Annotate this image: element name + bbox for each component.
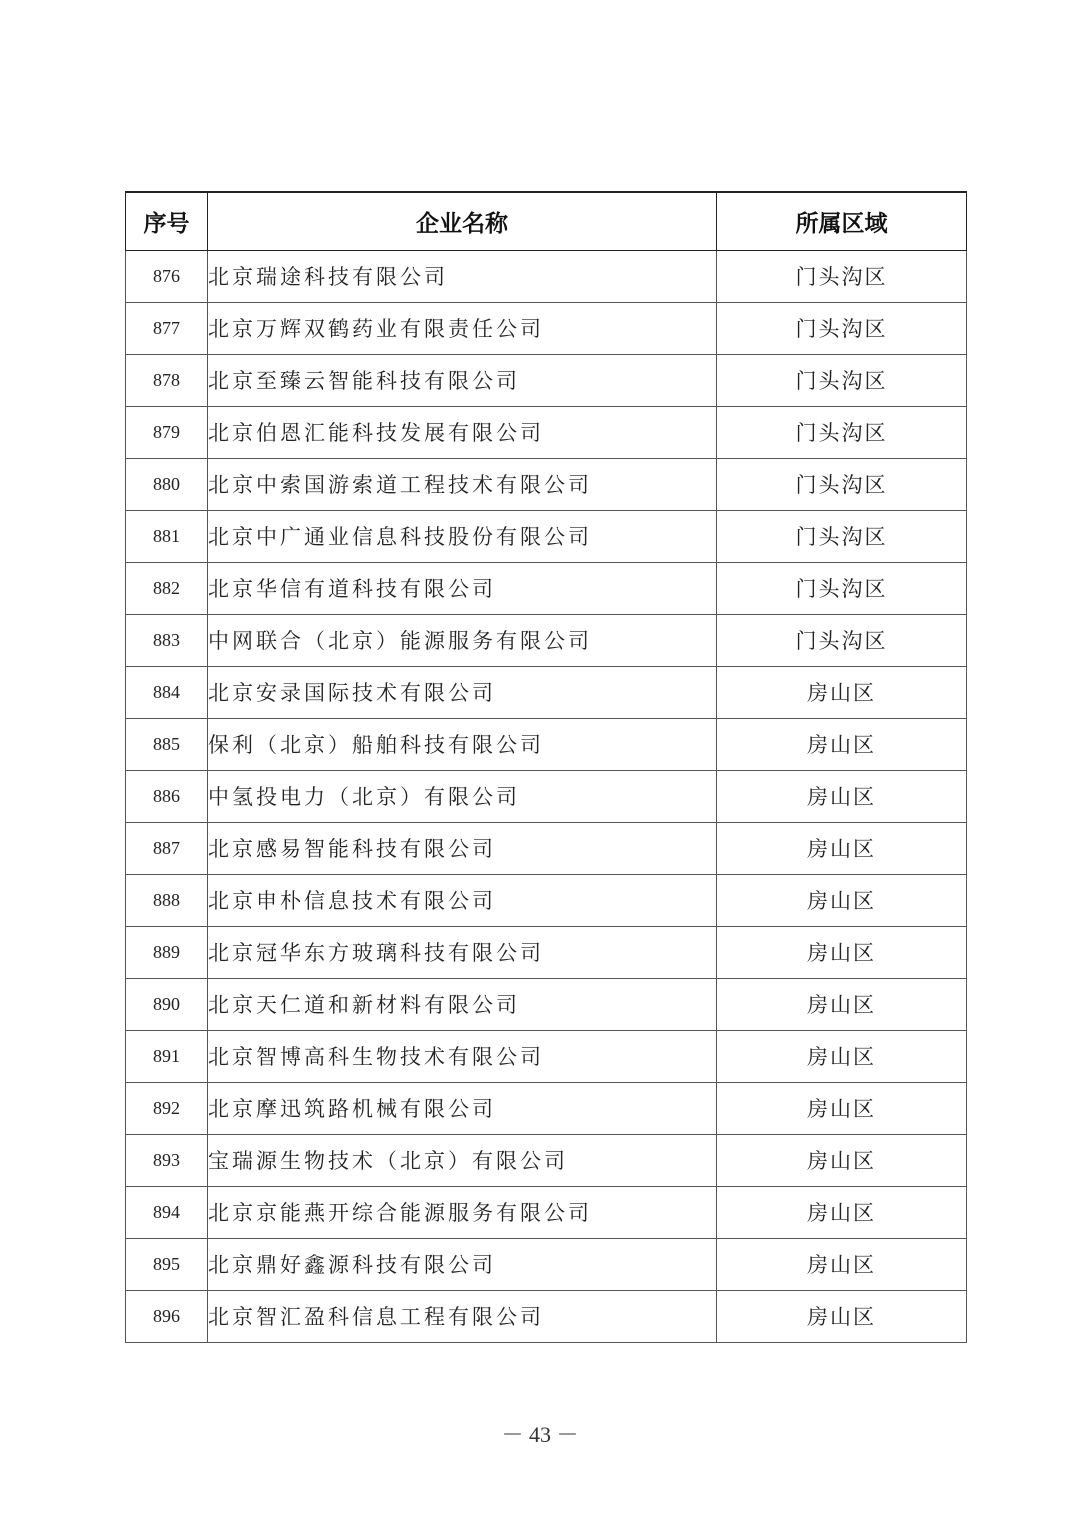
row-number: 876 bbox=[126, 250, 208, 302]
district-name: 房山区 bbox=[717, 1186, 967, 1238]
row-number: 877 bbox=[126, 302, 208, 354]
table-row bbox=[126, 1134, 967, 1186]
row-number: 893 bbox=[126, 1134, 208, 1186]
company-name: 北京中广通业信息科技股份有限公司 bbox=[208, 510, 717, 562]
table-row bbox=[126, 666, 967, 718]
table-row bbox=[126, 302, 967, 354]
row-number: 883 bbox=[126, 614, 208, 666]
table-row bbox=[126, 614, 967, 666]
row-number: 892 bbox=[126, 1082, 208, 1134]
district-name: 门头沟区 bbox=[717, 354, 967, 406]
company-name: 北京摩迅筑路机械有限公司 bbox=[208, 1082, 717, 1134]
table-row bbox=[126, 510, 967, 562]
table-row bbox=[126, 1238, 967, 1290]
company-name: 北京鼎好鑫源科技有限公司 bbox=[208, 1238, 717, 1290]
table-row bbox=[126, 978, 967, 1030]
district-name: 房山区 bbox=[717, 1290, 967, 1342]
district-name: 房山区 bbox=[717, 1030, 967, 1082]
company-name: 中氢投电力（北京）有限公司 bbox=[208, 770, 717, 822]
row-number: 882 bbox=[126, 562, 208, 614]
company-table bbox=[125, 191, 967, 1343]
company-name: 北京至臻云智能科技有限公司 bbox=[208, 354, 717, 406]
company-name: 北京申朴信息技术有限公司 bbox=[208, 874, 717, 926]
company-name: 北京华信有道科技有限公司 bbox=[208, 562, 717, 614]
table-row bbox=[126, 926, 967, 978]
district-name: 房山区 bbox=[717, 822, 967, 874]
district-name: 房山区 bbox=[717, 666, 967, 718]
table-header-row bbox=[126, 192, 967, 250]
row-number: 878 bbox=[126, 354, 208, 406]
table-row bbox=[126, 874, 967, 926]
row-number: 885 bbox=[126, 718, 208, 770]
page-number: － 43 － bbox=[501, 1422, 579, 1447]
table-row bbox=[126, 822, 967, 874]
company-name: 宝瑞源生物技术（北京）有限公司 bbox=[208, 1134, 717, 1186]
row-number: 890 bbox=[126, 978, 208, 1030]
row-number: 881 bbox=[126, 510, 208, 562]
company-name: 北京中索国游索道工程技术有限公司 bbox=[208, 458, 717, 510]
district-name: 房山区 bbox=[717, 978, 967, 1030]
district-name: 房山区 bbox=[717, 874, 967, 926]
district-name: 门头沟区 bbox=[717, 250, 967, 302]
table-row bbox=[126, 1186, 967, 1238]
row-number: 896 bbox=[126, 1290, 208, 1342]
table-row bbox=[126, 562, 967, 614]
district-name: 房山区 bbox=[717, 1238, 967, 1290]
district-name: 门头沟区 bbox=[717, 406, 967, 458]
company-name: 北京瑞途科技有限公司 bbox=[208, 250, 717, 302]
table-row bbox=[126, 770, 967, 822]
table-row bbox=[126, 354, 967, 406]
table-row bbox=[126, 1030, 967, 1082]
header-company-name: 企业名称 bbox=[208, 192, 717, 250]
table-row bbox=[126, 718, 967, 770]
company-name: 北京感易智能科技有限公司 bbox=[208, 822, 717, 874]
row-number: 886 bbox=[126, 770, 208, 822]
district-name: 门头沟区 bbox=[717, 510, 967, 562]
header-number: 序号 bbox=[126, 192, 208, 250]
row-number: 887 bbox=[126, 822, 208, 874]
district-name: 房山区 bbox=[717, 1134, 967, 1186]
table-row bbox=[126, 406, 967, 458]
company-name: 北京京能燕开综合能源服务有限公司 bbox=[208, 1186, 717, 1238]
row-number: 895 bbox=[126, 1238, 208, 1290]
company-name: 北京伯恩汇能科技发展有限公司 bbox=[208, 406, 717, 458]
company-name: 保利（北京）船舶科技有限公司 bbox=[208, 718, 717, 770]
company-name: 北京天仁道和新材料有限公司 bbox=[208, 978, 717, 1030]
company-name: 北京冠华东方玻璃科技有限公司 bbox=[208, 926, 717, 978]
table-row bbox=[126, 458, 967, 510]
row-number: 884 bbox=[126, 666, 208, 718]
district-name: 门头沟区 bbox=[717, 458, 967, 510]
district-name: 门头沟区 bbox=[717, 614, 967, 666]
company-name: 北京智博高科生物技术有限公司 bbox=[208, 1030, 717, 1082]
row-number: 879 bbox=[126, 406, 208, 458]
row-number: 889 bbox=[126, 926, 208, 978]
district-name: 房山区 bbox=[717, 718, 967, 770]
district-name: 门头沟区 bbox=[717, 302, 967, 354]
district-name: 房山区 bbox=[717, 926, 967, 978]
table-row bbox=[126, 1290, 967, 1342]
district-name: 门头沟区 bbox=[717, 562, 967, 614]
company-name: 北京安录国际技术有限公司 bbox=[208, 666, 717, 718]
table-row bbox=[126, 250, 967, 302]
table-body bbox=[126, 250, 967, 1342]
header-district: 所属区域 bbox=[717, 192, 967, 250]
company-name: 中网联合（北京）能源服务有限公司 bbox=[208, 614, 717, 666]
row-number: 891 bbox=[126, 1030, 208, 1082]
row-number: 880 bbox=[126, 458, 208, 510]
table-row bbox=[126, 1082, 967, 1134]
company-name: 北京万辉双鹤药业有限责任公司 bbox=[208, 302, 717, 354]
district-name: 房山区 bbox=[717, 770, 967, 822]
row-number: 888 bbox=[126, 874, 208, 926]
district-name: 房山区 bbox=[717, 1082, 967, 1134]
company-name: 北京智汇盈科信息工程有限公司 bbox=[208, 1290, 717, 1342]
row-number: 894 bbox=[126, 1186, 208, 1238]
